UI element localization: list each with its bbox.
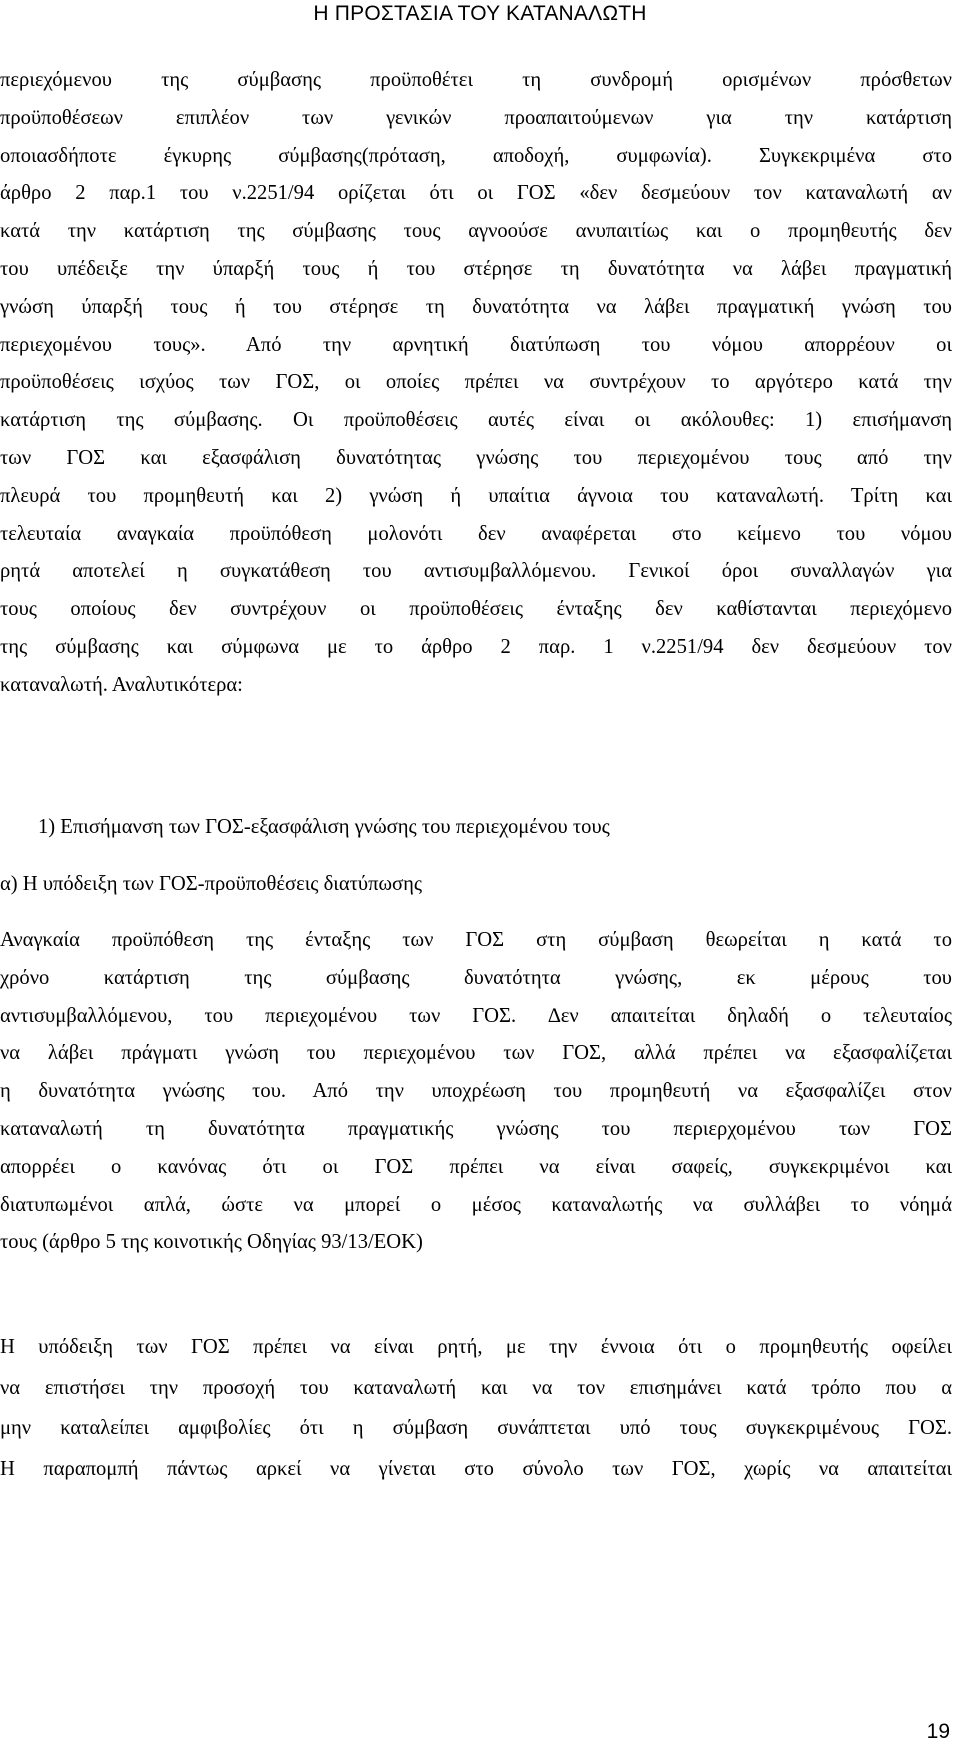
heading-text: α) Η υπόδειξη των ΓΟΣ-προϋποθέσεις διατύπωσης (0, 873, 423, 895)
text-line: καταναλωτή τη δυνατότητα πραγματικής γνώσης του περιερχομένου των ΓΟΣ (0, 1117, 952, 1140)
text-line: διατυπωμένοι απλά, ώστε να μπορεί ο μέσος καταναλωτής να συλλάβει το νόημά (0, 1193, 952, 1216)
text-line: να επιστήσει την προσοχή του καταναλωτή και να τον επισημάνει κατά τρόπο που α (0, 1376, 952, 1399)
text-line: πλευρά του προμηθευτή και 2) γνώση ή υπαίτια άγνοια του καταναλωτή. Τρίτη και (0, 484, 952, 507)
text-line: οποιασδήποτε έγκυρης σύμβασης(πρόταση, αποδοχή, συμφωνία). Συγκεκριμένα στο (0, 144, 952, 167)
text-line: καταναλωτή. Αναλυτικότερα: (0, 673, 243, 696)
paragraph-knowledge-possibility (0, 922, 952, 1262)
text-line: του υπέδειξε την ύπαρξή τους ή του στέρησε τη δυνατότητα να λάβει πραγματική (0, 257, 952, 280)
paragraph-explicit-reference (0, 1327, 952, 1489)
text-line: χρόνο κατάρτιση της σύμβασης δυνατότητα γνώσης, εκ μέρους του (0, 966, 952, 989)
text-line: γνώση ύπαρξή τους ή του στέρησε τη δυνατότητα να λάβει πραγματική γνώση του (0, 295, 952, 318)
heading-text: 1) Επισήμανση των ΓΟΣ-εξασφάλιση γνώσης του περιεχομένου τους (38, 816, 610, 838)
text-line: Η παραπομπή πάντως αρκεί να γίνεται στο σύνολο των ΓΟΣ, χωρίς να απαιτείται (0, 1457, 952, 1480)
text-line: ρητά αποτελεί η συγκατάθεση του αντισυμβαλλόμενου. Γενικοί όροι συναλλαγών για (0, 560, 952, 583)
text-line: αντισυμβαλλόμενου, του περιεχομένου των ΓΟΣ. ∆εν απαιτείται δηλαδή ο τελευταίος (0, 1004, 952, 1027)
text-line: προϋποθέσεων επιπλέον των γενικών προαπαιτούμενων για την κατάρτιση (0, 106, 952, 129)
text-line: τελευταία αναγκαία προϋπόθεση μολονότι δεν αναφέρεται στο κείμενο του νόμου (0, 522, 952, 545)
page-number: 19 (926, 1720, 950, 1743)
text-line: μην καταλείπει αμφιβολίες ότι η σύμβαση συνάπτεται υπό τους συγκεκριμένους ΓΟΣ. (0, 1417, 952, 1439)
text-line: κατά την κατάρτιση της σύμβασης τους αγνοούσε ανυπαιτίως και ο προμηθευτής δεν (0, 220, 952, 243)
text-line: κατάρτιση της σύμβασης. Οι προϋποθέσεις αυτές είναι οι ακόλουθες: 1) επισήμανση (0, 409, 952, 432)
text-line: τους (άρθρο 5 της κοινοτικής Οδηγίας 93/13/ΕΟΚ) (0, 1231, 423, 1254)
text-line: των ΓΟΣ και εξασφάλιση δυνατότητας γνώσης του περιεχομένου τους από την (0, 446, 952, 469)
text-line: προϋποθέσεις ισχύος των ΓΟΣ, οι οποίες πρέπει να συντρέχουν το αργότερο κατά την (0, 371, 952, 394)
text-line: άρθρο 2 παρ.1 του ν.2251/94 ορίζεται ότι οι ΓΟΣ «δεν δεσμεύουν τον καταναλωτή αν (0, 182, 952, 205)
text-line: η δυνατότητα γνώσης του. Από την υποχρέωση του προμηθευτή να εξασφαλίζει στον (0, 1080, 952, 1103)
text-line: περιεχόμενου της σύμβασης προϋποθέτει τη συνδρομή ορισμένων πρόσθετων (0, 69, 952, 91)
text-line: τους οποίους δεν συντρέχουν οι προϋποθέσεις ένταξης δεν καθίστανται περιεχόμενο (0, 598, 952, 621)
paragraph-general-terms-conditions (0, 62, 952, 705)
running-header: Η ΠΡΟΣΤΑΣΙΑ ΤΟΥ ΚΑΤΑΝΑΛΩΤΗ (313, 2, 647, 25)
text-line: Αναγκαία προϋπόθεση της ένταξης των ΓΟΣ στη σύμβαση θεωρείται η κατά το (0, 929, 952, 951)
text-line: περιεχομένου τους». Από την αρνητική διατύπωση του νόμου απορρέουν οι (0, 333, 952, 356)
text-line: της σύμβασης και σύμφωνα με το άρθρο 2 παρ. 1 ν.2251/94 δεν δεσμεύουν τον (0, 635, 952, 658)
text-line: απορρέει ο κανόνας ότι οι ΓΟΣ πρέπει να είναι σαφείς, συγκεκριμένοι και (0, 1155, 952, 1178)
text-line: να λάβει πράγματι γνώση του περιεχομένου των ΓΟΣ, αλλά πρέπει να εξασφαλίζεται (0, 1042, 952, 1065)
subsection-heading-a (0, 866, 952, 904)
text-line: Η υπόδειξη των ΓΟΣ πρέπει να είναι ρητή, με την έννοια ότι ο προμηθευτής οφείλει (0, 1336, 952, 1358)
section-heading-1 (38, 809, 938, 847)
